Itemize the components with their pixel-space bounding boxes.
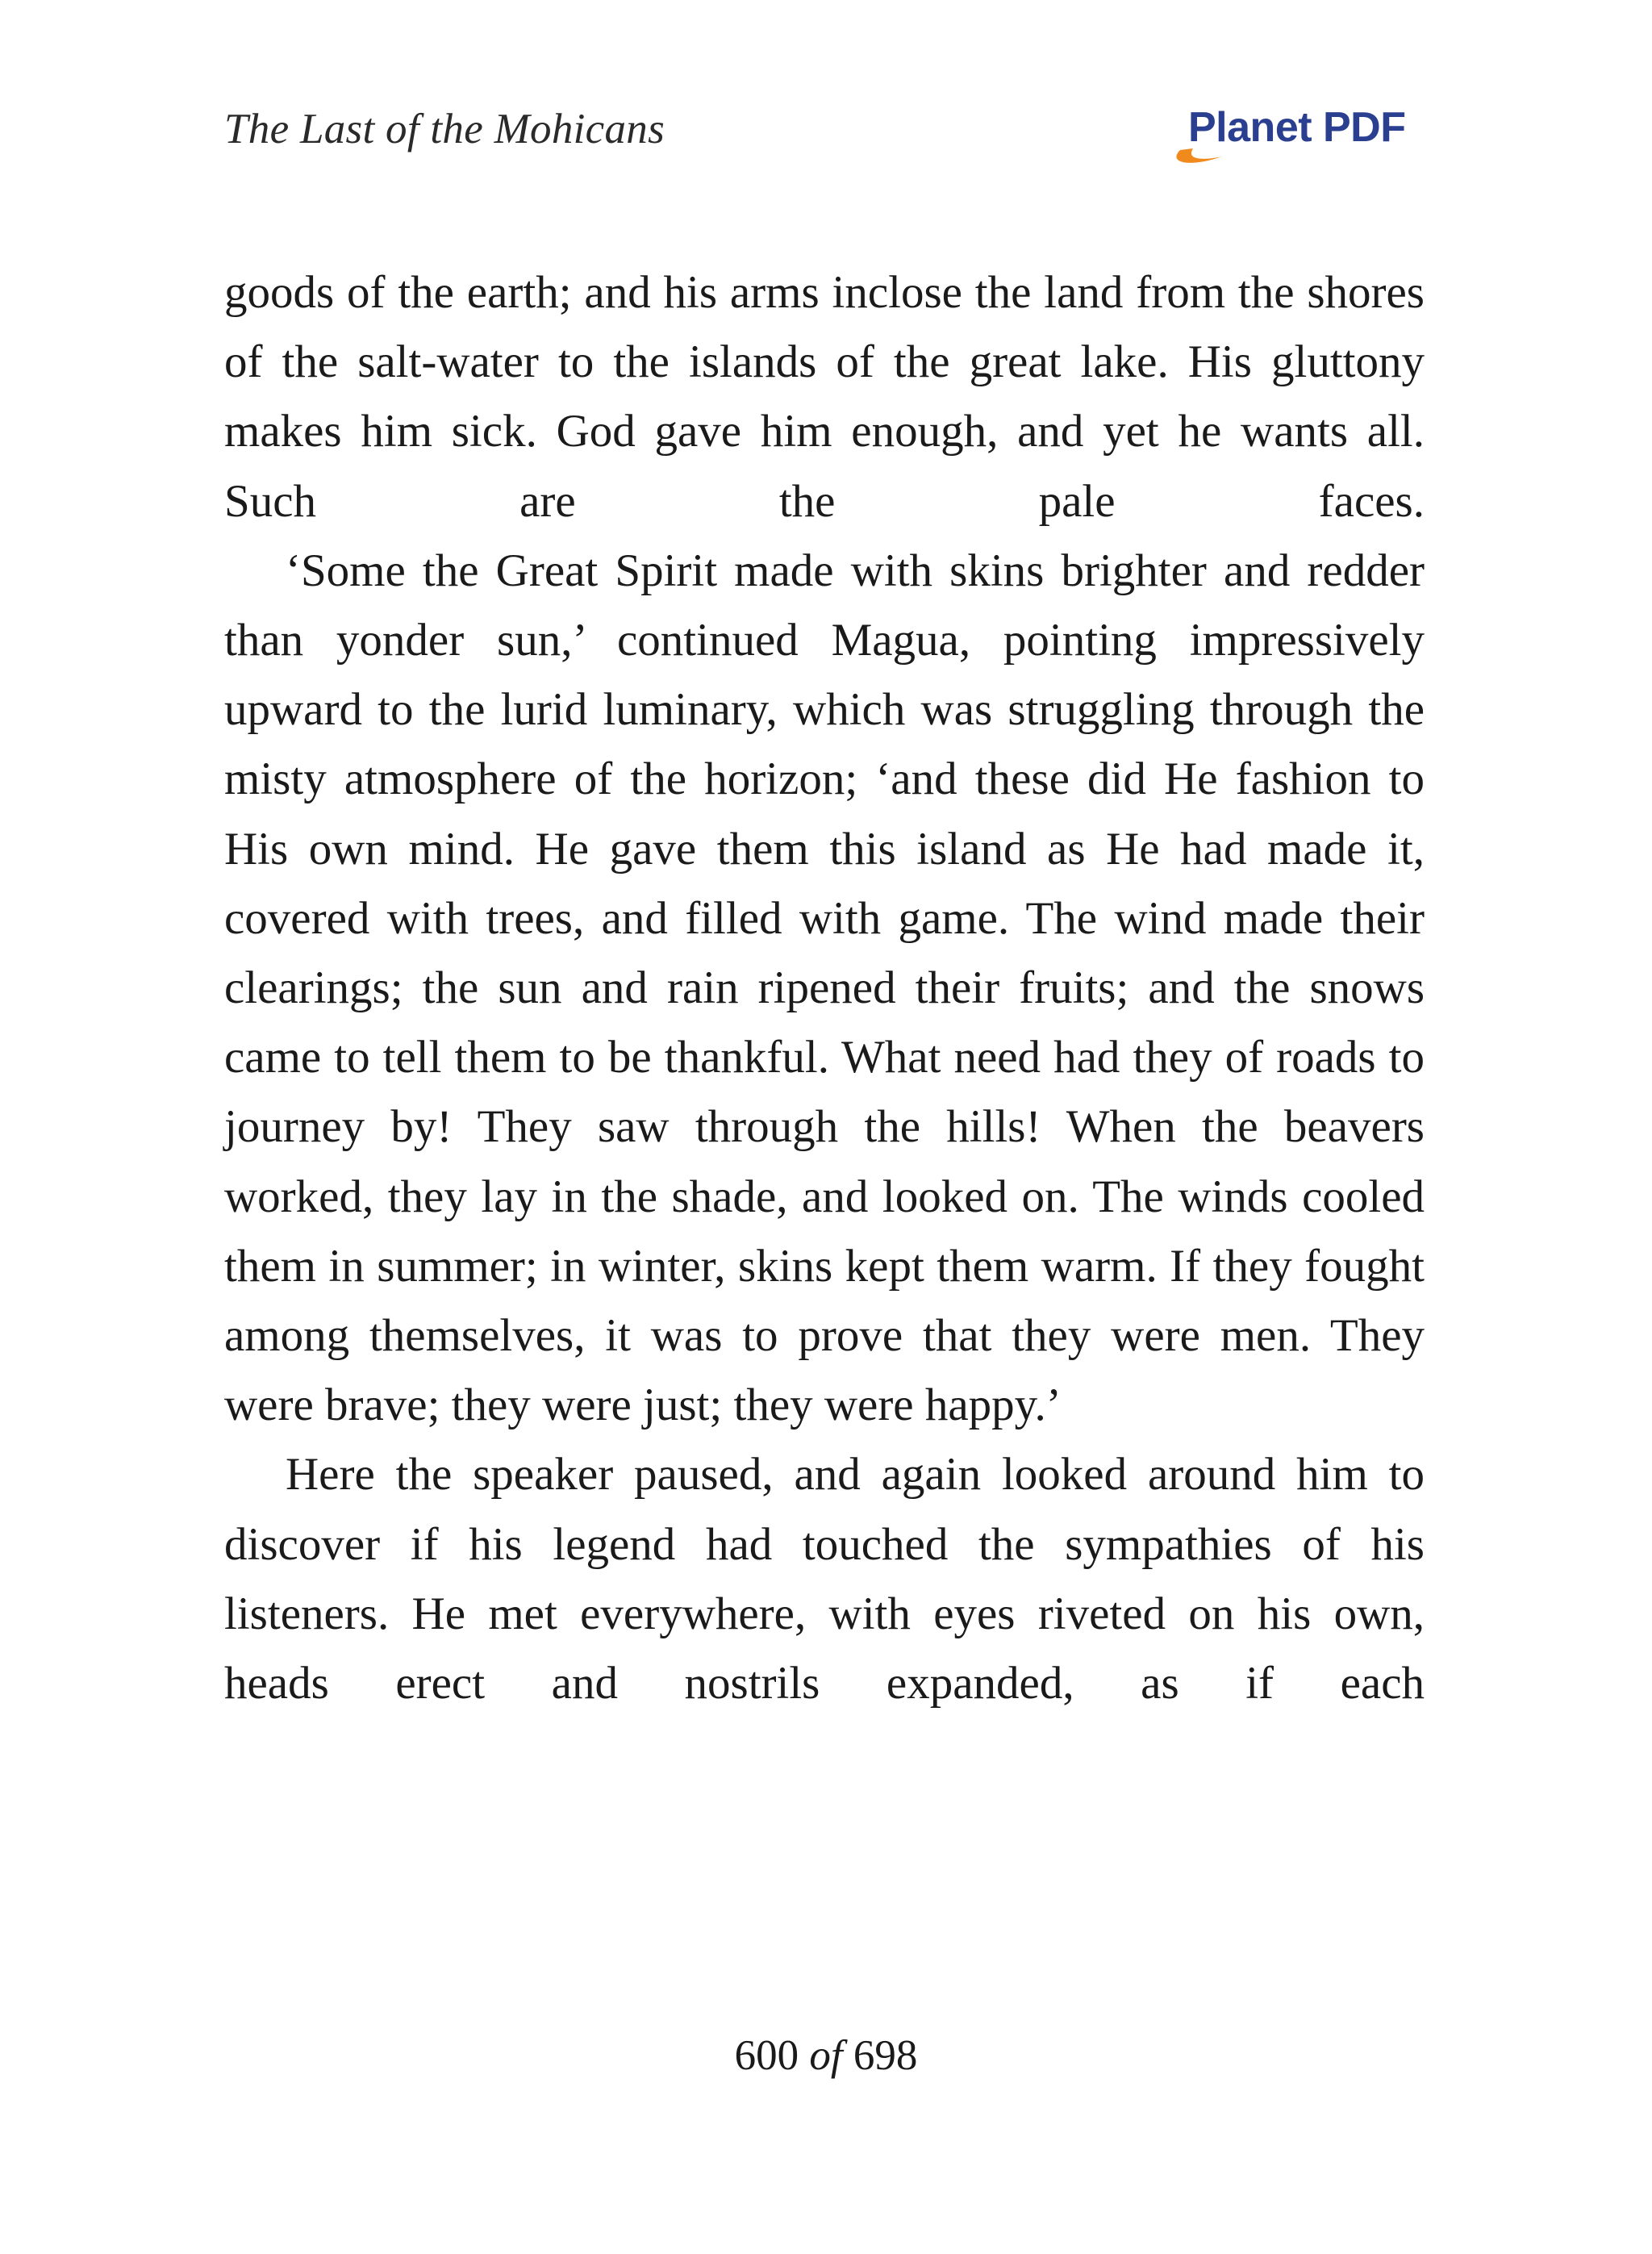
planet-pdf-logo [1166, 100, 1424, 173]
running-head-title: The Last of the Mohicans [224, 106, 665, 152]
paragraph-3: Here the speaker paused, and again looked around him to discover if his legend had touched the sympathies of his listeners. He met everywhere, with eyes riveted on his own, heads erect and nostrils expanded, as if each [224, 1449, 1425, 1709]
page-of-word: of [809, 2032, 843, 2079]
page-body [224, 258, 1425, 1718]
paragraph-2: ‘Some the Great Spirit made with skins brighter and redder than yonder sun,’ continued Magua, pointing impressively upward to the lurid luminary, which was struggling through the misty atmosphere of the horizon; ‘and these did He fashion to His own mind. He gave them this island as He had made it, covered with trees, and filled with game. The wind made their clearings; the sun and rain ripened their fruits; and the snows came to tell them to be thankful. What need had they of roads to journey by! They saw through the hills! When the beavers worked, they lay in the shade, and looked on. The winds cooled them in summer; in winter, skins kept them warm. If they fought among themselves, it was to prove that they were men. They were brave; they were just; they were happy.’ [224, 545, 1425, 1431]
current-page: 600 [734, 2032, 799, 2079]
total-pages: 698 [853, 2032, 918, 2079]
page-number [0, 2031, 1652, 2080]
paragraph-1: goods of the earth; and his arms inclose the land from the shores of the salt-water to the islands of the great lake. His gluttony makes him sick. God gave him enough, and yet he wants all. Such are the pale faces. [224, 267, 1425, 527]
logo-text: Planet PDF [1188, 104, 1406, 151]
